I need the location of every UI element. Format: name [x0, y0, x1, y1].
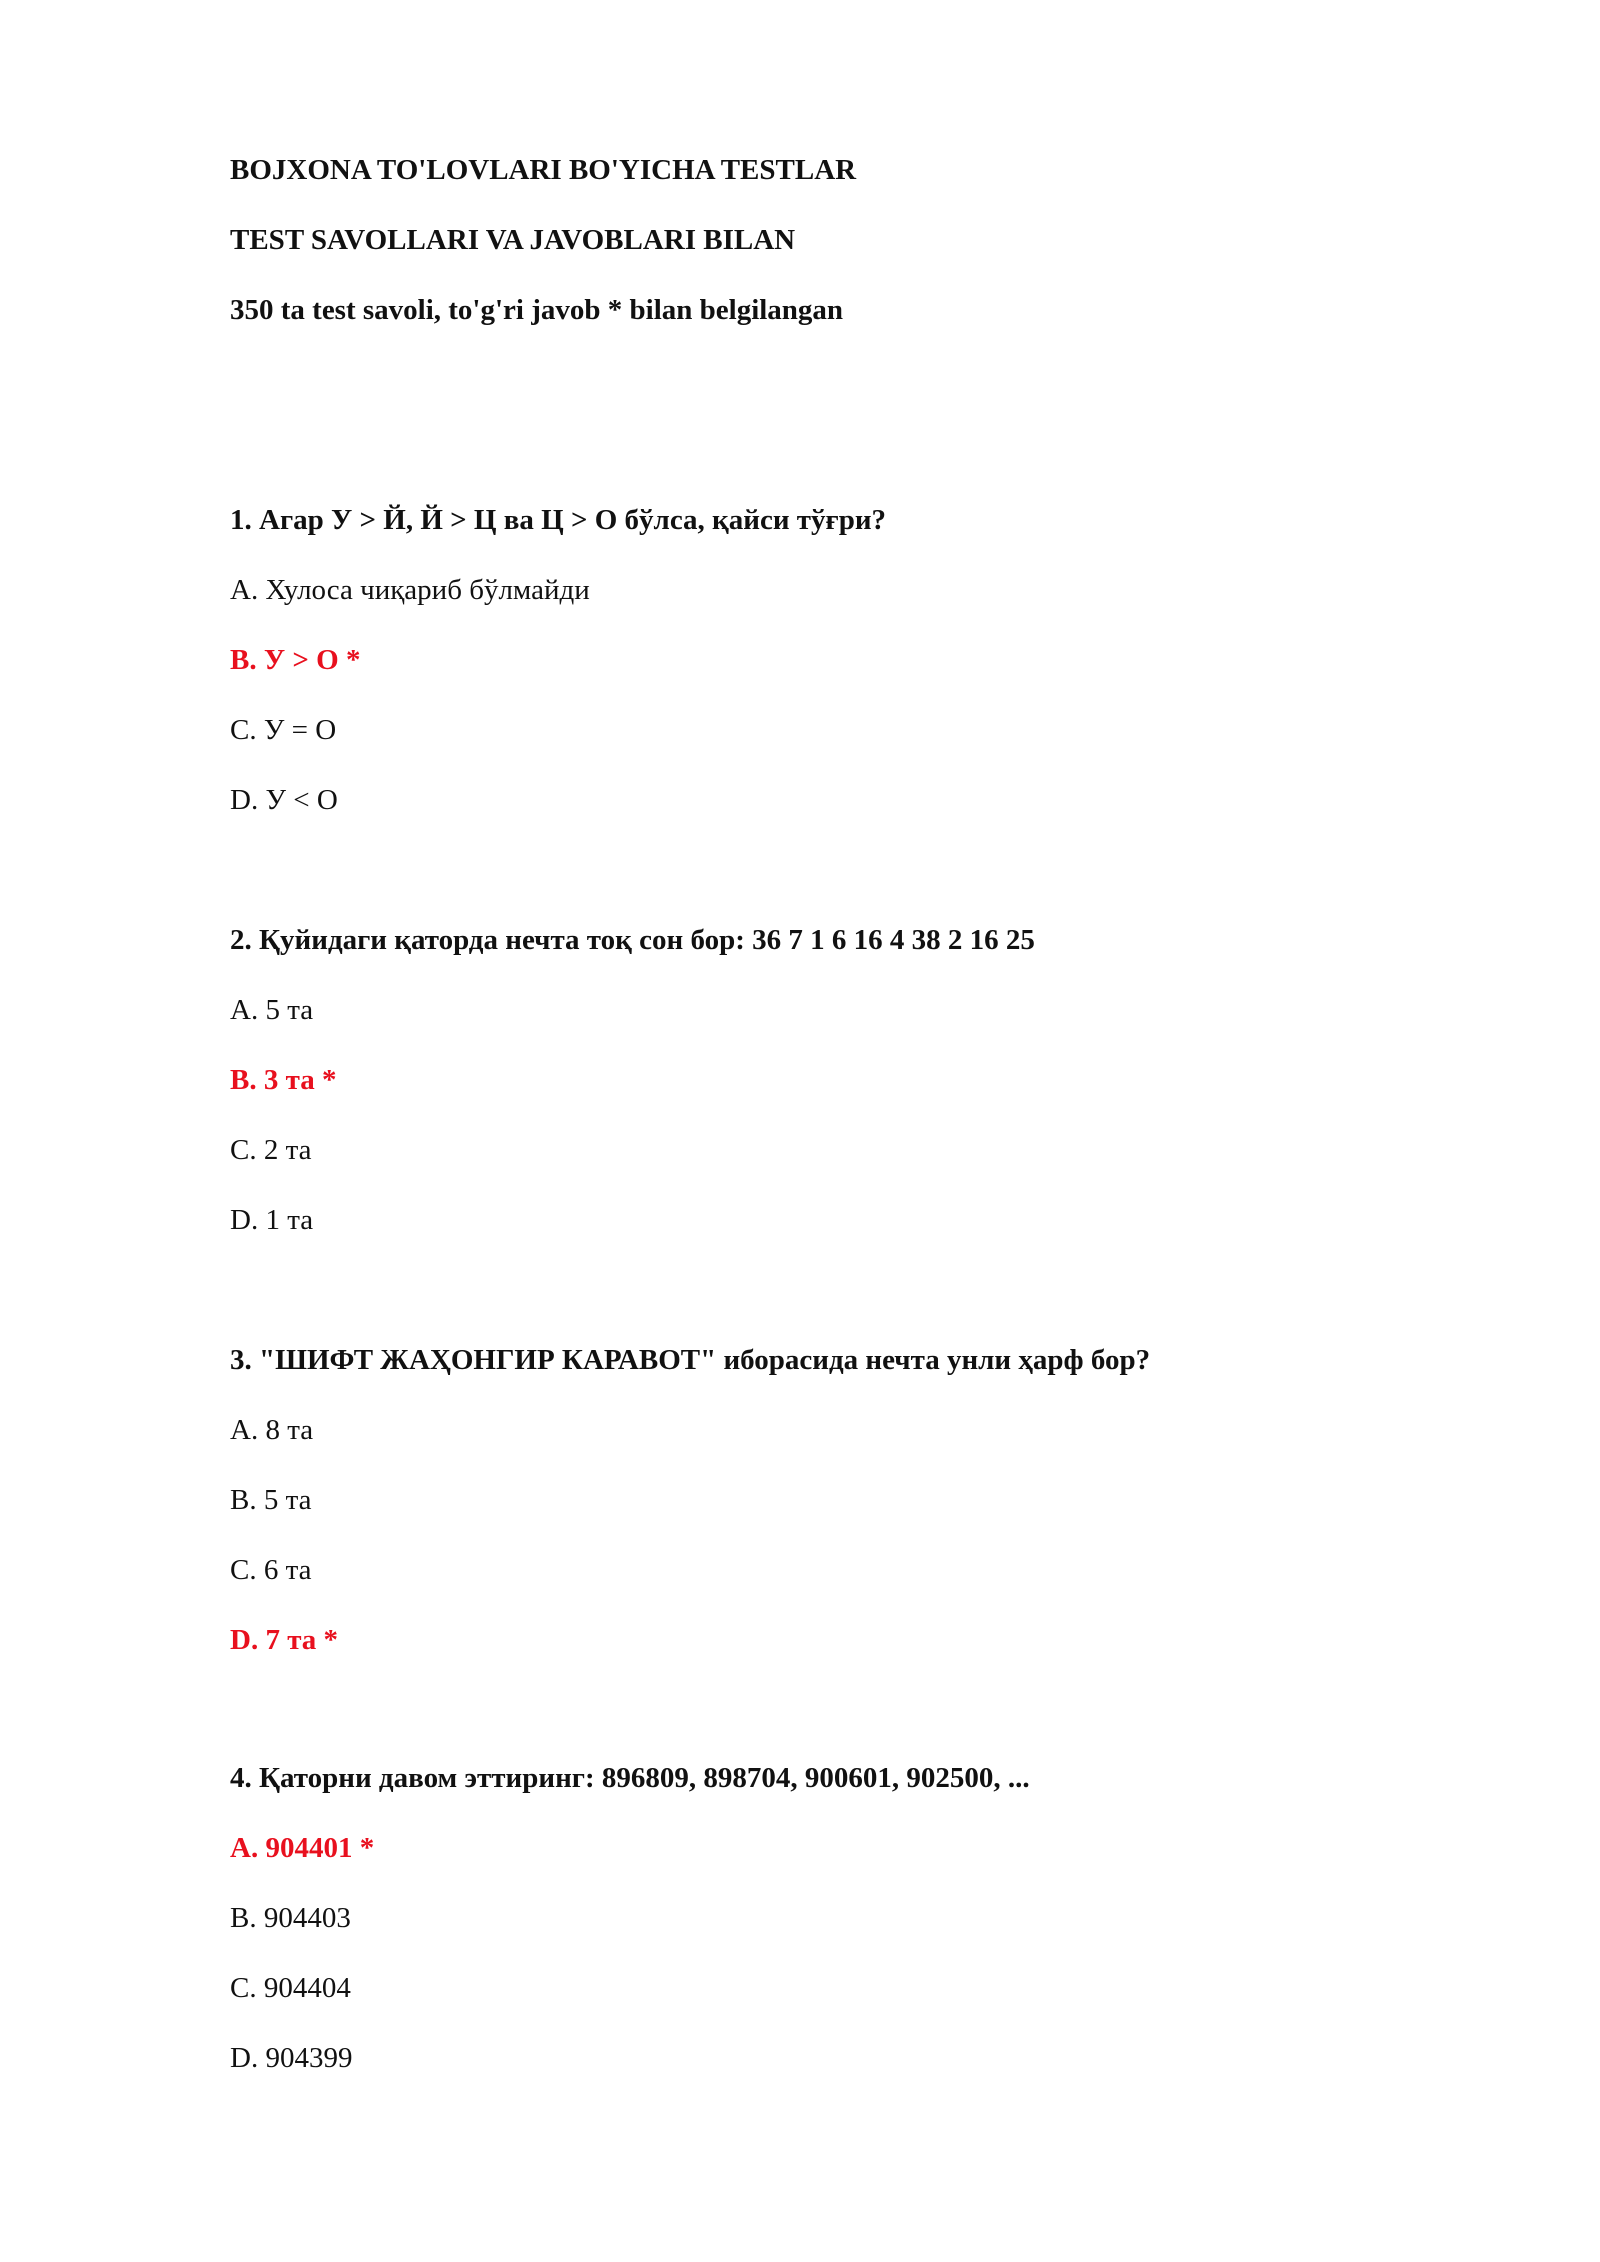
- question-2-text: 2. Қуйидаги қаторда нечта тоқ сон бор: 36 7 1 6 16 4 38 2 16 25: [230, 924, 1035, 956]
- question-1-option-b-correct: B. У > О *: [230, 644, 361, 676]
- document-title: BOJXONA TO'LOVLARI BO'YICHA TESTLAR: [230, 154, 857, 186]
- question-2-option-d: D. 1 та: [230, 1204, 314, 1236]
- question-2-option-b-correct: B. 3 та *: [230, 1064, 337, 1096]
- question-2-option-a: A. 5 та: [230, 994, 314, 1026]
- question-1-option-d: D. У < О: [230, 784, 338, 816]
- question-3-option-a: A. 8 та: [230, 1414, 314, 1446]
- question-4-text: 4. Қаторни давом эттиринг: 896809, 898704, 900601, 902500, ...: [230, 1762, 1030, 1794]
- question-3-text: 3. "ШИФТ ЖАҲОНГИР КАРАВОТ" иборасида нечта унли ҳарф бор?: [230, 1344, 1151, 1376]
- question-3-option-c: C. 6 та: [230, 1554, 312, 1586]
- question-1-option-a: A. Хулоса чиқариб бўлмайди: [230, 574, 590, 606]
- question-1-option-c: C. У = О: [230, 714, 337, 746]
- question-3-option-b: B. 5 та: [230, 1484, 312, 1516]
- question-4-option-c: C. 904404: [230, 1972, 351, 2004]
- question-4-option-d: D. 904399: [230, 2042, 353, 2074]
- document-subtitle: TEST SAVOLLARI VA JAVOBLARI BILAN: [230, 224, 796, 256]
- question-1-text: 1. Агар У > Й, Й > Ц ва Ц > О бўлса, қайси тўғри?: [230, 504, 887, 536]
- question-4-option-a-correct: A. 904401 *: [230, 1832, 375, 1864]
- question-3-option-d-correct: D. 7 та *: [230, 1624, 339, 1656]
- document-note: 350 ta test savoli, to'g'ri javob * bilan belgilangan: [230, 294, 844, 326]
- question-2-option-c: C. 2 та: [230, 1134, 312, 1166]
- question-4-option-b: B. 904403: [230, 1902, 351, 1934]
